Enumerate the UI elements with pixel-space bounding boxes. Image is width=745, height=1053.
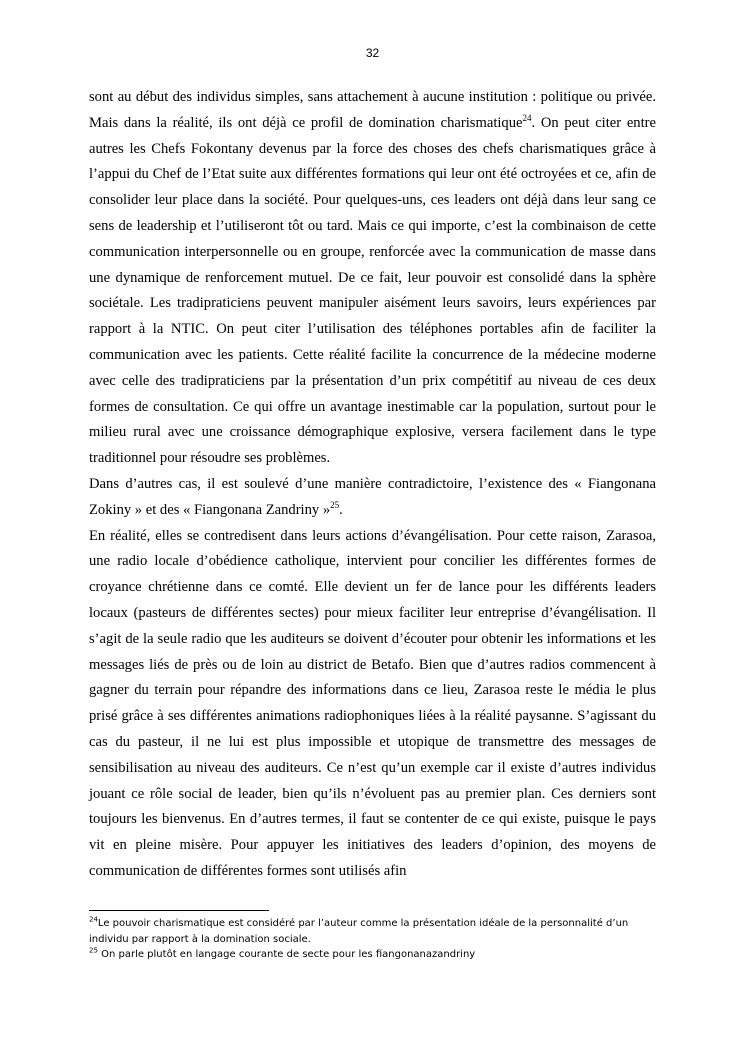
page-number: 32 [365,46,380,60]
footnote-text: Le pouvoir charismatique est considéré par l’auteur comme la présentation idéale de la personnalité d’un individu par rapport à la domination sociale. [89,918,629,945]
footnote-marker: 25 [89,946,98,955]
footnote-separator [89,910,269,911]
paragraph-1 [89,85,656,472]
paragraph-text: . [339,501,343,518]
footnote [89,916,656,947]
body-text [89,85,656,885]
paragraph-text: . On peut citer entre autres les Chefs Fokontany devenus par la force des choses des chefs charismatiques grâce à l’appui du Chef de l’Etat suite aux différentes formations qui leur ont été octroyées et ce, afin de consolider leur place dans la société. Pour quelques-uns, ces leaders ont déjà dans leur sang ce sens de leadership et l’utiliseront tôt ou tard. Mais ce qui importe, c’est la combinaison de cette communication interpersonnelle ou en groupe, renforcée avec la communication de masse dans une dynamique de renforcement mutuel. De ce fait, leur pouvoir est consolidé dans la sphère sociétale. Les tradipraticiens peuvent manipuler aisément leurs savoirs, leurs expériences par rapport à la NTIC. On peut citer l’utilisation des téléphones portables afin de faciliter la communication avec les patients. Cette réalité facilite la concurrence de la médecine moderne avec celle des tradipraticiens par la présentation d’un prix compétitif au niveau de ces deux formes de consultation. Ce qui offre un avantage inestimable car la population, surtout pour le milieu rural avec une croissance démographique explosive, versera facilement dans le type traditionnel pour résoudre ses problèmes. [89,114,656,467]
paragraph-text: Dans d’autres cas, il est soulevé d’une manière contradictoire, l’existence des « Fiangonana Zokiny » et des « Fiangonana Zandriny » [89,475,656,518]
footnotes [89,916,656,963]
paragraph-text: sont au début des individus simples, sans attachement à aucune institution : politique ou privée. Mais dans la réalité, ils ont déjà ce profil de domination charismatique [89,89,656,131]
paragraph-text: En réalité, elles se contredisent dans leurs actions d’évangélisation. Pour cette raison, Zarasoa, une radio locale d’obédience catholique, intervient pour concilier les différentes formes de croyance chrétienne dans ce comté. Elle devient un fer de lance pour les différents leaders locaux (pasteurs de différentes sectes) pour mieux faciliter leur entreprise d’évangélisation. Il s’agit de la seule radio que les auditeurs se doivent d’écouter pour obtenir les informations et les messages liés de près ou de loin au district de Betafo. Bien que d’autres radios commencent à gagner du terrain pour répandre des informations dans ce lieu, Zarasoa reste le média le plus prisé grâce à ses différentes animations radiophoniques liées à la réalité paysanne. S’agissant du cas du pasteur, il ne lui est plus impossible et utopique de transmettre des messages de sensibilisation au niveau des auditeurs. Ce n’est qu’un exemple car il existe d’autres individus jouant ce rôle social de leader, bien qu’ils n’évoluent pas au premier plan. Ces derniers sont toujours les bienvenus. En d’autres termes, il faut se contenter de ce qui existe, puisque le pays vit en pleine misère. Pour appuyer les initiatives des leaders d’opinion, des moyens de communication de différentes formes sont utilisés afin [89,527,656,879]
footnote [89,947,656,963]
footnote-text: On parle plutôt en langage courante de secte pour les fiangonanazandriny [97,949,476,960]
footnote-reference[interactable]: 25 [330,499,340,510]
paragraph-3 [89,524,656,885]
footnote-marker: 24 [89,915,98,924]
paragraph-2 [89,472,656,524]
footnote-reference[interactable]: 24 [522,112,532,123]
